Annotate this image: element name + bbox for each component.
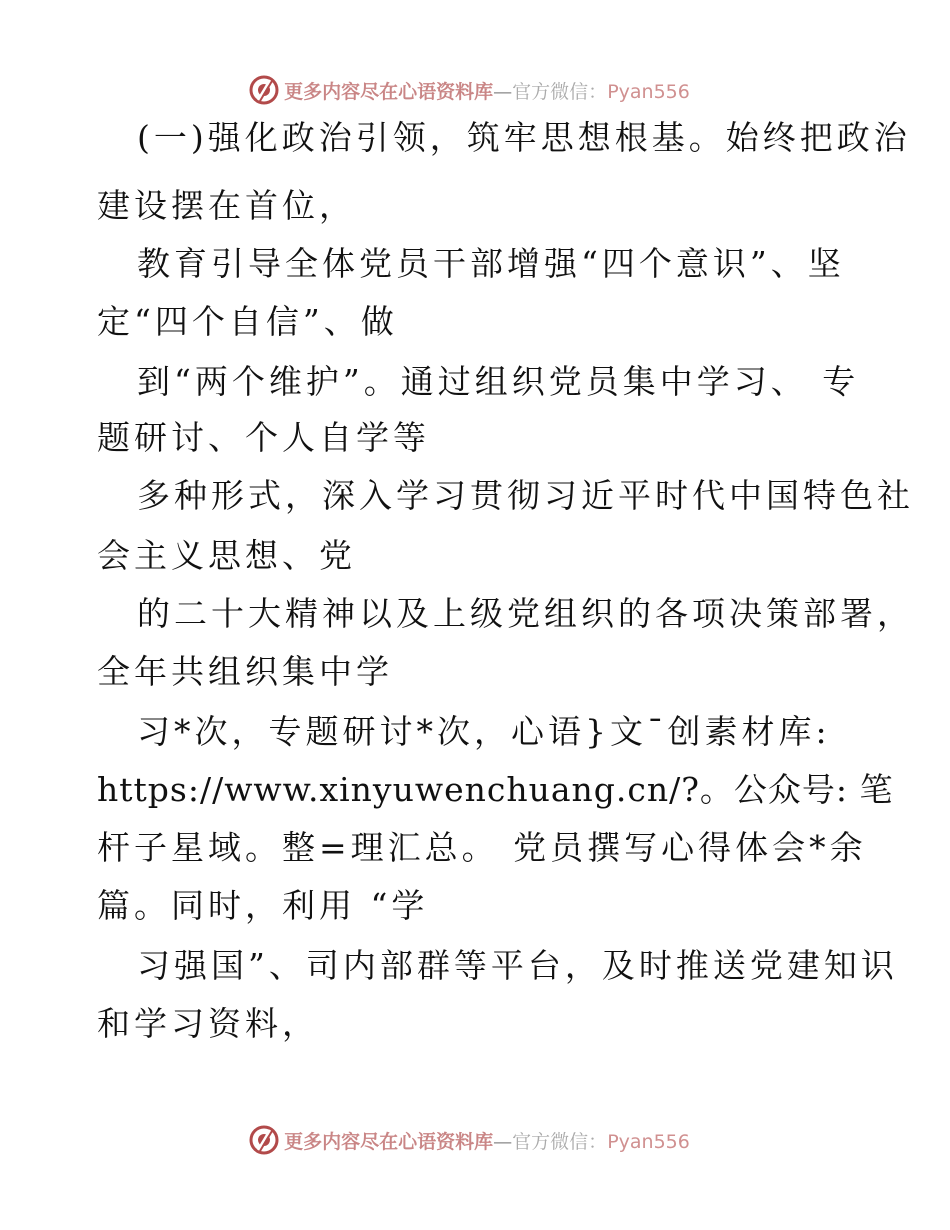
body-line: 杆子星域。整=理汇总。 党员撰写心得体会*余	[97, 828, 867, 867]
body-line: 题研讨、个人自学等	[97, 418, 430, 457]
footer-banner-text	[284, 1127, 690, 1154]
body-line: 习*次，专题研讨*次，心语}文¯创素材库:	[137, 712, 831, 751]
header-banner-text	[284, 77, 690, 104]
footer-banner-wechat-id: Pyan556	[607, 1130, 690, 1153]
brand-logo-icon	[248, 74, 280, 106]
body-line-url: https://www.xinyuwenchuang.cn/?。公众号: 笔	[97, 770, 894, 809]
body-line: (一)强化政治引领，筑牢思想根基。始终把政治	[137, 118, 911, 157]
header-banner-dash: —	[493, 80, 513, 103]
body-line: 会主义思想、党	[97, 536, 356, 575]
footer-banner-wechat-label: 官方微信：	[512, 1130, 608, 1153]
body-line: 多种形式，深入学习贯彻习近平时代中国特色社	[137, 476, 914, 515]
footer-watermark-banner	[0, 1120, 950, 1160]
header-banner-main: 更多内容尽在心语资料库	[284, 80, 494, 103]
footer-banner-main: 更多内容尽在心语资料库	[284, 1130, 494, 1153]
body-line: 定“四个自信”、做	[97, 302, 398, 341]
body-line: 和学习资料，	[97, 1004, 319, 1043]
header-banner-wechat-label: 官方微信：	[512, 80, 608, 103]
body-line: 全年共组织集中学	[97, 652, 393, 691]
header-banner-wechat-id: Pyan556	[607, 80, 690, 103]
body-line: 建设摆在首位，	[97, 186, 356, 225]
header-watermark-banner	[0, 70, 950, 110]
body-line: 习强国”、司内部群等平台，及时推送党建知识	[137, 946, 898, 985]
footer-banner-dash: —	[493, 1130, 513, 1153]
body-line: 的二十大精神以及上级党组织的各项决策部署，	[137, 594, 914, 633]
brand-logo-icon	[248, 1124, 280, 1156]
body-line: 到“两个维护”。通过组织党员集中学习、 专	[137, 362, 860, 401]
body-line: 篇。同时，利用 “学	[97, 886, 429, 925]
body-line: 教育引导全体党员干部增强“四个意识”、坚	[137, 244, 845, 283]
